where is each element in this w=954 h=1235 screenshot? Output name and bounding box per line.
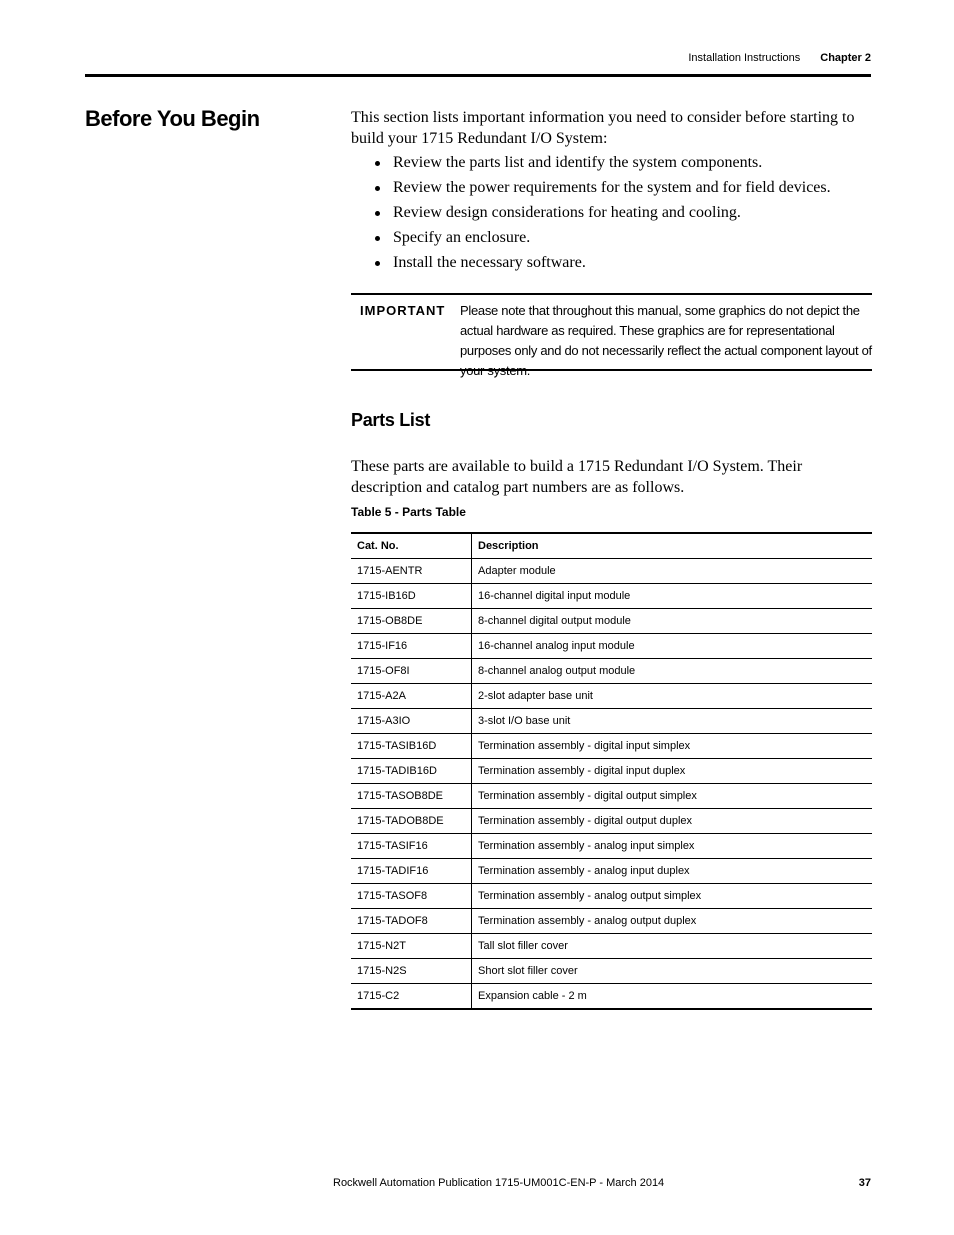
table-row (351, 609, 872, 634)
description-cell: 16-channel digital input module (472, 584, 873, 609)
table-row (351, 584, 872, 609)
header-rule (85, 74, 871, 77)
cat-no-cell: 1715-IB16D (351, 584, 472, 609)
cat-no-cell: 1715-TADIB16D (351, 759, 472, 784)
bullet-icon (375, 236, 380, 241)
parts-intro-paragraph: These parts are available to build a 1715 Redundant I/O System. Their description and catalog part numbers are as follows. (351, 458, 803, 496)
cat-no-cell: 1715-N2T (351, 934, 472, 959)
table-caption: Table 5 - Parts Table (351, 505, 466, 519)
table-row (351, 709, 872, 734)
cat-no-cell: 1715-TASIB16D (351, 734, 472, 759)
description-cell: Termination assembly - analog output simplex (472, 884, 873, 909)
table-row (351, 859, 872, 884)
cat-no-cell: 1715-IF16 (351, 634, 472, 659)
description-cell: Termination assembly - digital output simplex (472, 784, 873, 809)
header-section: Installation Instructions (688, 52, 801, 64)
description-cell: 8-channel analog output module (472, 659, 873, 684)
description-cell: Termination assembly - digital output duplex (472, 809, 873, 834)
header-chapter: Chapter 2 (820, 52, 871, 64)
table-row (351, 984, 872, 1010)
cat-no-cell: 1715-TASOB8DE (351, 784, 472, 809)
cat-no-cell: 1715-N2S (351, 959, 472, 984)
table-header-row (351, 533, 872, 559)
table-row (351, 934, 872, 959)
description-cell: 3-slot I/O base unit (472, 709, 873, 734)
cat-no-cell: 1715-TADOB8DE (351, 809, 472, 834)
description-cell: 8-channel digital output module (472, 609, 873, 634)
description-cell: 2-slot adapter base unit (472, 684, 873, 709)
section-title: Before You Begin (85, 106, 260, 131)
bullet-icon (375, 211, 380, 216)
table-row (351, 734, 872, 759)
list-item: Review the parts list and identify the system components. (373, 152, 873, 177)
table-row (351, 909, 872, 934)
description-cell: Termination assembly - analog input duplex (472, 859, 873, 884)
bullet-icon (375, 186, 380, 191)
table-row (351, 809, 872, 834)
list-item: Install the necessary software. (373, 252, 873, 277)
description-cell: Expansion cable - 2 m (472, 984, 873, 1010)
description-cell: Termination assembly - analog input simplex (472, 834, 873, 859)
cat-no-cell: 1715-OB8DE (351, 609, 472, 634)
bullet-icon (375, 161, 380, 166)
cat-no-cell: 1715-OF8I (351, 659, 472, 684)
table-row (351, 684, 872, 709)
description-cell: Termination assembly - digital input simplex (472, 734, 873, 759)
table-row (351, 634, 872, 659)
list-item: Specify an enclosure. (373, 227, 873, 252)
table-row (351, 834, 872, 859)
table-row (351, 784, 872, 809)
description-cell: Short slot filler cover (472, 959, 873, 984)
table-row (351, 959, 872, 984)
description-cell: 16-channel analog input module (472, 634, 873, 659)
column-header-description: Description (472, 533, 873, 559)
description-cell: Adapter module (472, 559, 873, 584)
cat-no-cell: 1715-TASOF8 (351, 884, 472, 909)
cat-no-cell: 1715-C2 (351, 984, 472, 1010)
cat-no-cell: 1715-TASIF16 (351, 834, 472, 859)
description-cell: Tall slot filler cover (472, 934, 873, 959)
cat-no-cell: 1715-AENTR (351, 559, 472, 584)
footer-publication: Rockwell Automation Publication 1715-UM001C-EN-P - March 2014 (333, 1177, 665, 1189)
table-row (351, 659, 872, 684)
requirements-list (373, 152, 873, 277)
parts-table (351, 532, 872, 1010)
table-row (351, 759, 872, 784)
page-number: 37 (858, 1177, 871, 1189)
important-text: Please note that throughout this manual, some graphics do not depict the actual hardware as required. These graphics are for representational purposes only and do not necessarily reflect the actual component layout of your system. (460, 303, 872, 378)
running-header (688, 52, 871, 64)
description-cell: Termination assembly - digital input duplex (472, 759, 873, 784)
list-item: Review design considerations for heating and cooling. (373, 202, 873, 227)
table-row (351, 559, 872, 584)
cat-no-cell: 1715-A3IO (351, 709, 472, 734)
description-cell: Termination assembly - analog output duplex (472, 909, 873, 934)
table-row (351, 884, 872, 909)
subsection-title: Parts List (351, 410, 431, 430)
cat-no-cell: 1715-TADOF8 (351, 909, 472, 934)
cat-no-cell: 1715-TADIF16 (351, 859, 472, 884)
list-item: Review the power requirements for the system and for field devices. (373, 177, 873, 202)
column-header-cat-no: Cat. No. (351, 533, 472, 559)
cat-no-cell: 1715-A2A (351, 684, 472, 709)
intro-paragraph: This section lists important information you need to consider before starting to build your 1715 Redundant I/O System: (351, 109, 855, 147)
bullet-icon (375, 261, 380, 266)
important-note (351, 293, 872, 378)
important-tag: IMPORTANT (360, 303, 446, 318)
table-body (351, 559, 872, 1010)
